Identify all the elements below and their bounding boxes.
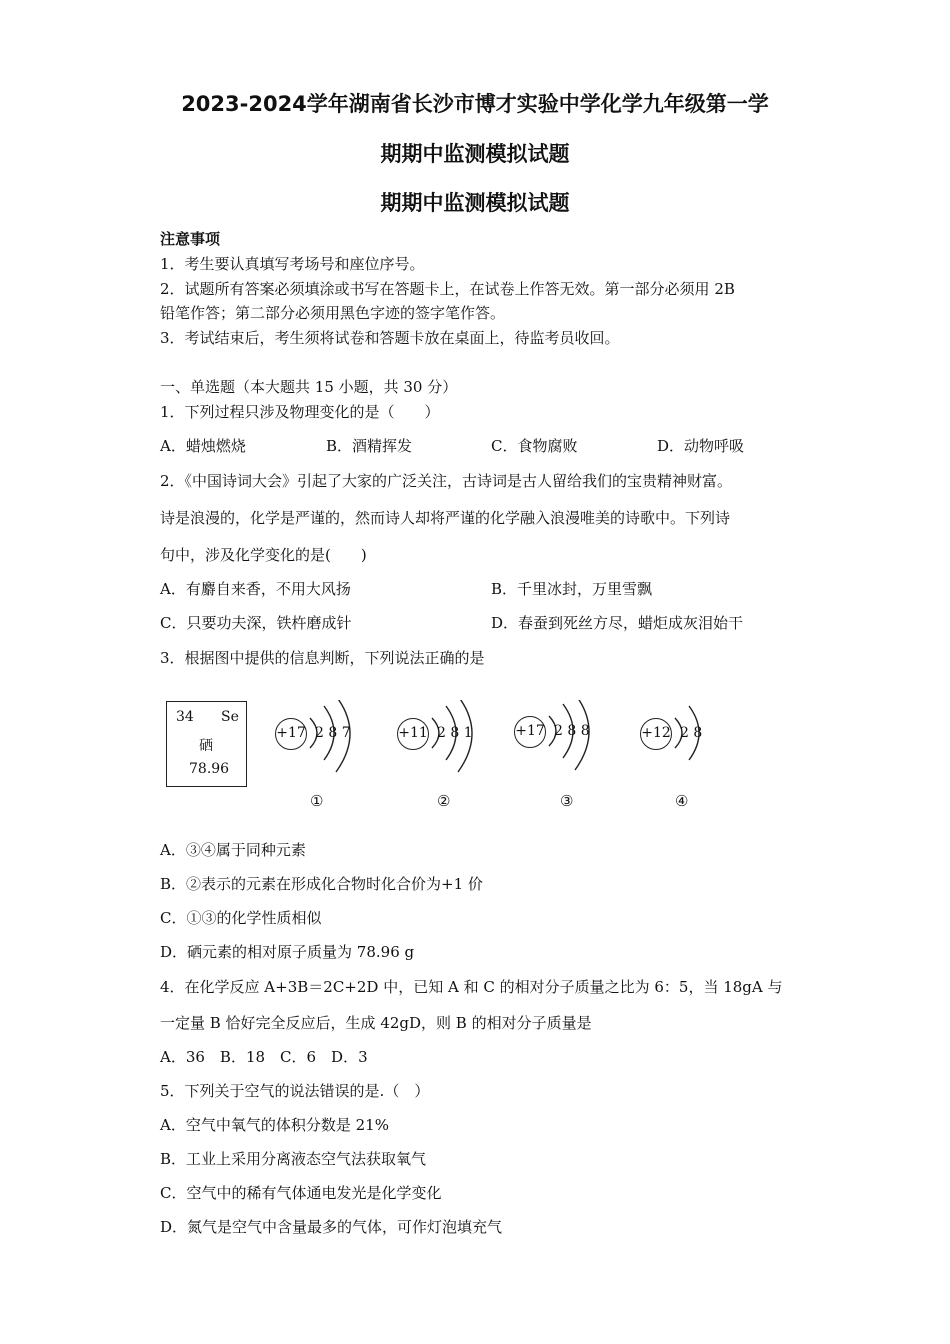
q5-option-c: C．空气中的稀有气体通电发光是化学变化 xyxy=(160,1184,442,1202)
q3-option-c: C．①③的化学性质相似 xyxy=(160,909,322,927)
q4-stem: 一定量 B 恰好完全反应后，生成 42gD，则 B 的相对分子质量是 xyxy=(160,1014,592,1032)
notice-heading: 注意事项 xyxy=(160,230,221,248)
atomic-mass: 78.96 xyxy=(189,761,230,777)
element-card-selenium xyxy=(166,701,247,787)
page-title: 2023-2024学年湖南省长沙市博才实验中学化学九年级第一学 xyxy=(181,92,769,116)
atom-label-3: ③ xyxy=(560,792,574,810)
atom-diagram-3 xyxy=(511,700,651,810)
q1-stem: 1．下列过程只涉及物理变化的是（ ） xyxy=(160,403,440,421)
q1-option-d: D．动物呼吸 xyxy=(657,437,745,455)
q2-option-b: B．千里冰封，万里雪飘 xyxy=(491,580,653,598)
q4-stem: 4．在化学反应 A+3B＝2C+2D 中，已知 A 和 C 的相对分子质量之比为 6：5，当 18gA 与 xyxy=(160,978,783,996)
q3-stem: 3．根据图中提供的信息判断，下列说法正确的是 xyxy=(160,649,485,667)
q1-options xyxy=(160,435,860,455)
nucleus: +12 xyxy=(640,718,672,750)
notice-item: 1．考生要认真填写考场号和座位序号。 xyxy=(160,255,425,273)
notice-item: 铅笔作答；第二部分必须用黑色字迹的签字笔作答。 xyxy=(160,304,506,322)
q2-stem: 诗是浪漫的，化学是严谨的，然而诗人却将严谨的化学融入浪漫唯美的诗歌中。下列诗 xyxy=(160,509,731,527)
q1-option-b: B．酒精挥发 xyxy=(326,437,413,455)
nucleus: +17 xyxy=(275,718,307,750)
shell-electrons: 2 8 xyxy=(680,725,703,741)
notice-item: 3．考试结束后，考生须将试卷和答题卡放在桌面上，待监考员收回。 xyxy=(160,329,620,347)
atom-label-1: ① xyxy=(310,792,324,810)
atom-label-4: ④ xyxy=(675,792,689,810)
section-heading: 一、单选题（本大题共 15 小题，共 30 分） xyxy=(160,378,458,396)
q5-option-d: D．氮气是空气中含量最多的气体，可作灯泡填充气 xyxy=(160,1218,503,1236)
q3-option-d: D．硒元素的相对原子质量为 78.96 g xyxy=(160,943,415,961)
q1-option-a: A．蜡烛燃烧 xyxy=(160,437,246,455)
atomic-number: 34 xyxy=(176,709,194,725)
shell-electrons: 2 8 1 xyxy=(437,725,473,741)
q1-option-c: C．食物腐败 xyxy=(491,437,578,455)
electron-shell-arcs xyxy=(272,700,412,810)
notice-item: 2．试题所有答案必须填涂或书写在答题卡上，在试卷上作答无效。第一部分必须用 2B xyxy=(160,280,735,298)
q2-option-d: D．春蚕到死丝方尽，蜡炬成灰泪始干 xyxy=(491,614,744,632)
atom-label-2: ② xyxy=(437,792,451,810)
q3-option-b: B．②表示的元素在形成化合物时化合价为+1 价 xyxy=(160,875,483,893)
atom-diagram-4 xyxy=(637,700,777,810)
element-name: 硒 xyxy=(199,738,213,754)
nucleus: +11 xyxy=(397,718,429,750)
q2-stem: 2．《中国诗词大会》引起了大家的广泛关注，古诗词是古人留给我们的宝贵精神财富。 xyxy=(160,472,733,490)
q2-option-a: A．有麝自来香，不用大风扬 xyxy=(160,580,351,598)
q2-stem: 句中，涉及化学变化的是( ) xyxy=(160,546,367,564)
q2-option-c: C．只要功夫深，铁杵磨成针 xyxy=(160,614,352,632)
q5-option-b: B．工业上采用分离液态空气法获取氧气 xyxy=(160,1150,427,1168)
q5-stem: 5．下列关于空气的说法错误的是.（ ） xyxy=(160,1082,430,1100)
electron-shell-arcs xyxy=(637,700,777,810)
q2-options-row2 xyxy=(160,612,860,632)
q5-option-a: A．空气中氧气的体积分数是 21% xyxy=(160,1116,389,1134)
q3-option-a: A．③④属于同种元素 xyxy=(160,841,306,859)
q4-options: A．36 B．18 C．6 D．3 xyxy=(160,1048,368,1066)
page-title-line2: 期期中监测模拟试题 xyxy=(380,142,570,166)
element-symbol: Se xyxy=(221,709,239,725)
shell-electrons: 2 8 7 xyxy=(315,725,351,741)
shell-electrons: 2 8 8 xyxy=(554,723,590,739)
page-title-line3: 期期中监测模拟试题 xyxy=(380,191,570,215)
q2-options-row1 xyxy=(160,578,860,598)
atom-diagram-1 xyxy=(272,700,412,810)
nucleus: +17 xyxy=(514,716,546,748)
